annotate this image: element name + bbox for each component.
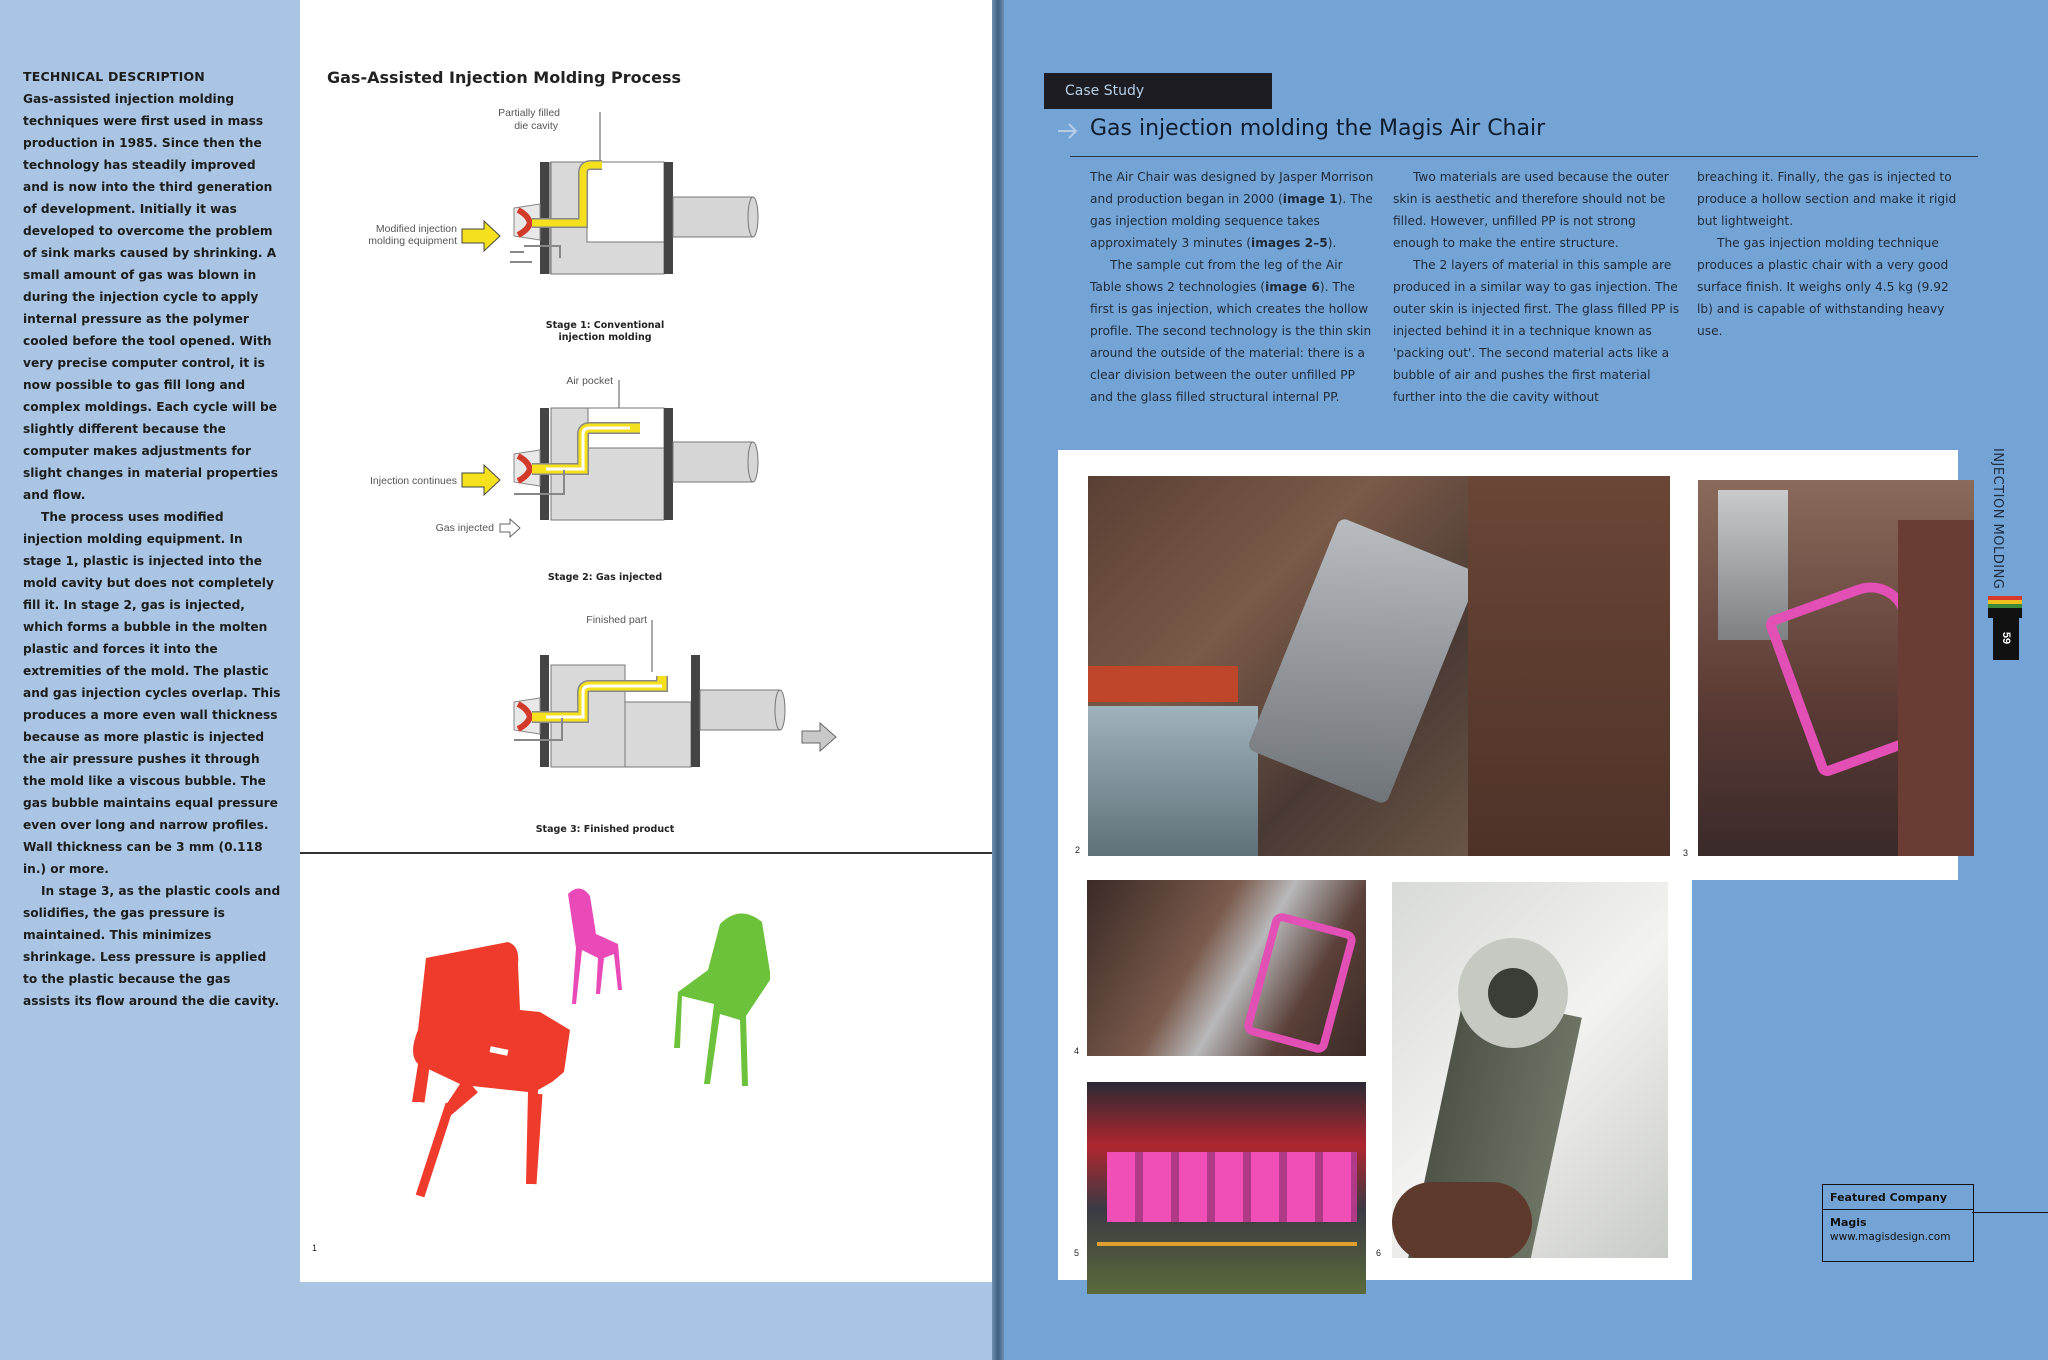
photo-chair-removal: [1087, 880, 1366, 1056]
arrow-right-icon: [1056, 120, 1080, 142]
case-study-title: Gas injection molding the Magis Air Chair: [1090, 116, 1546, 141]
body-column-2: [1393, 166, 1681, 408]
book-spine: [992, 0, 1004, 1360]
photo-hollow-section: [1392, 882, 1668, 1258]
stage1-callout-line2: die cavity: [514, 120, 558, 132]
tech-heading: TECHNICAL DESCRIPTION: [23, 69, 205, 84]
pink-chair: [568, 888, 622, 1004]
stage1-caption-line1: Stage 1: Conventional: [545, 320, 665, 331]
tech-paragraph-3: In stage 3, as the plastic cools and solidifies, the gas pressure is maintained. This minimizes shrinkage. Less pressure is applied to the plastic because the gas assists its flow around the die cavity.: [23, 884, 281, 1008]
stage2-callout: Air pocket: [566, 375, 613, 387]
stage3-caption: Stage 3: Finished product: [535, 824, 675, 835]
air-chairs-illustration: [300, 854, 997, 1282]
featured-heading: Featured Company: [1823, 1185, 1973, 1210]
featured-company-name: Magis: [1830, 1216, 1867, 1229]
tech-paragraph-2: The process uses modified injection molding equipment. In stage 1, plastic is injected into the mold cavity but does not completely fill it. In stage 2, gas is injected, which forms a bubble in the molten plastic and forces it into the extremities of the mold. The plastic and gas injection cycles overlap. This produces a more even wall thickness because as more plastic is injected the air pressure pushes it through the mold like a viscous bubble. The gas bubble maintains equal pressure even over long and narrow profiles. Wall thickness can be 3 mm (0.118 in.) or more.: [23, 510, 281, 876]
stage1-callout-line1: Partially filled: [498, 107, 560, 119]
green-chair: [674, 913, 770, 1086]
chairs-photo: [300, 854, 997, 1282]
stage2-side-label: Injection continues: [370, 475, 457, 487]
featured-rule: [1972, 1212, 2048, 1213]
red-chair: [412, 942, 570, 1196]
process-diagram: [300, 90, 860, 850]
col2-paragraph-1: Two materials are used because the outer skin is aesthetic and therefore should not be filled. However, unfilled PP is not strong enough to make the entire structure.: [1393, 170, 1669, 250]
photo-number-4: 4: [1074, 1046, 1080, 1056]
body-column-1: [1090, 166, 1378, 408]
body-column-3: [1697, 166, 1965, 342]
diagram-title: Gas-Assisted Injection Molding Process: [327, 68, 682, 87]
col2-paragraph-2: The 2 layers of material in this sample are produced in a similar way to gas injection. The outer skin is injected first. The glass filled PP is injected behind it in a technique known as 'packing out'. The second material acts like a bubble of air and pushes the first material further into the die cavity without: [1393, 258, 1680, 404]
featured-company-url: www.magisdesign.com: [1830, 1231, 1951, 1243]
stage-2-diagram: [370, 375, 758, 583]
stage1-side-line2: molding equipment: [368, 235, 457, 247]
col1-paragraph-2: The sample cut from the leg of the Air Table shows 2 technologies (image 6). The first is gas injection, which creates the hollow profile. The second technology is the thin skin around the outside of the material: there is a clear division between the outer unfilled PP and the glass filled structural internal PP.: [1090, 258, 1372, 404]
photo-number-6: 6: [1376, 1248, 1382, 1258]
col3-paragraph-2: The gas injection molding technique produces a plastic chair with a very good surface finish. It weighs only 4.5 kg (9.92 lb) and is capable of withstanding heavy use.: [1697, 236, 1949, 338]
photo-number-5: 5: [1074, 1248, 1080, 1258]
tech-paragraph-1: Gas-assisted injection molding techniques were first used in mass production in 1985. Since then the technology has steadily improved and is now into the third generation of development. Initially it was developed to overcome the problem of sink marks caused by shrinking. A small amount of gas was blown in during the injection cycle to apply internal pressure as the polymer cooled before the tool opened. With very precise computer control, it is now possible to gas fill long and complex moldings. Each cycle will be slightly different because the computer makes adjustments for slight changes in material properties and flow.: [23, 92, 278, 502]
section-side-label: INJECTION MOLDING: [1990, 448, 2005, 590]
case-study-tab: Case Study: [1044, 73, 1272, 109]
photo-mold-open: [1088, 476, 1670, 856]
stage1-caption-line2: injection molding: [558, 332, 652, 343]
stage-1-diagram: [368, 107, 758, 343]
page-number: 59: [1993, 618, 2019, 660]
title-rule: [1070, 156, 1978, 157]
figure-number-1: 1: [312, 1243, 318, 1253]
stage2-gas-label: Gas injected: [435, 522, 494, 534]
stage1-side-line1: Modified injection: [375, 223, 457, 235]
featured-company-box: [1822, 1184, 1974, 1262]
stage-3-diagram: [514, 614, 836, 835]
color-tab-stripes: [1988, 596, 2022, 618]
technical-description: [23, 66, 281, 1012]
photo-number-3: 3: [1683, 848, 1689, 858]
stage2-caption: Stage 2: Gas injected: [547, 572, 663, 583]
col1-paragraph-1: The Air Chair was designed by Jasper Morrison and production began in 2000 (image 1). The gas injection molding sequence takes approximately 3 minutes (images 2–5).: [1090, 170, 1374, 250]
stage3-callout: Finished part: [586, 614, 647, 626]
photo-chair-line: [1087, 1082, 1366, 1294]
photo-number-2: 2: [1075, 845, 1081, 855]
col3-paragraph-1: breaching it. Finally, the gas is injected to produce a hollow section and make it rigid but lightweight.: [1697, 170, 1957, 228]
photo-robot-arm: [1698, 480, 1974, 856]
